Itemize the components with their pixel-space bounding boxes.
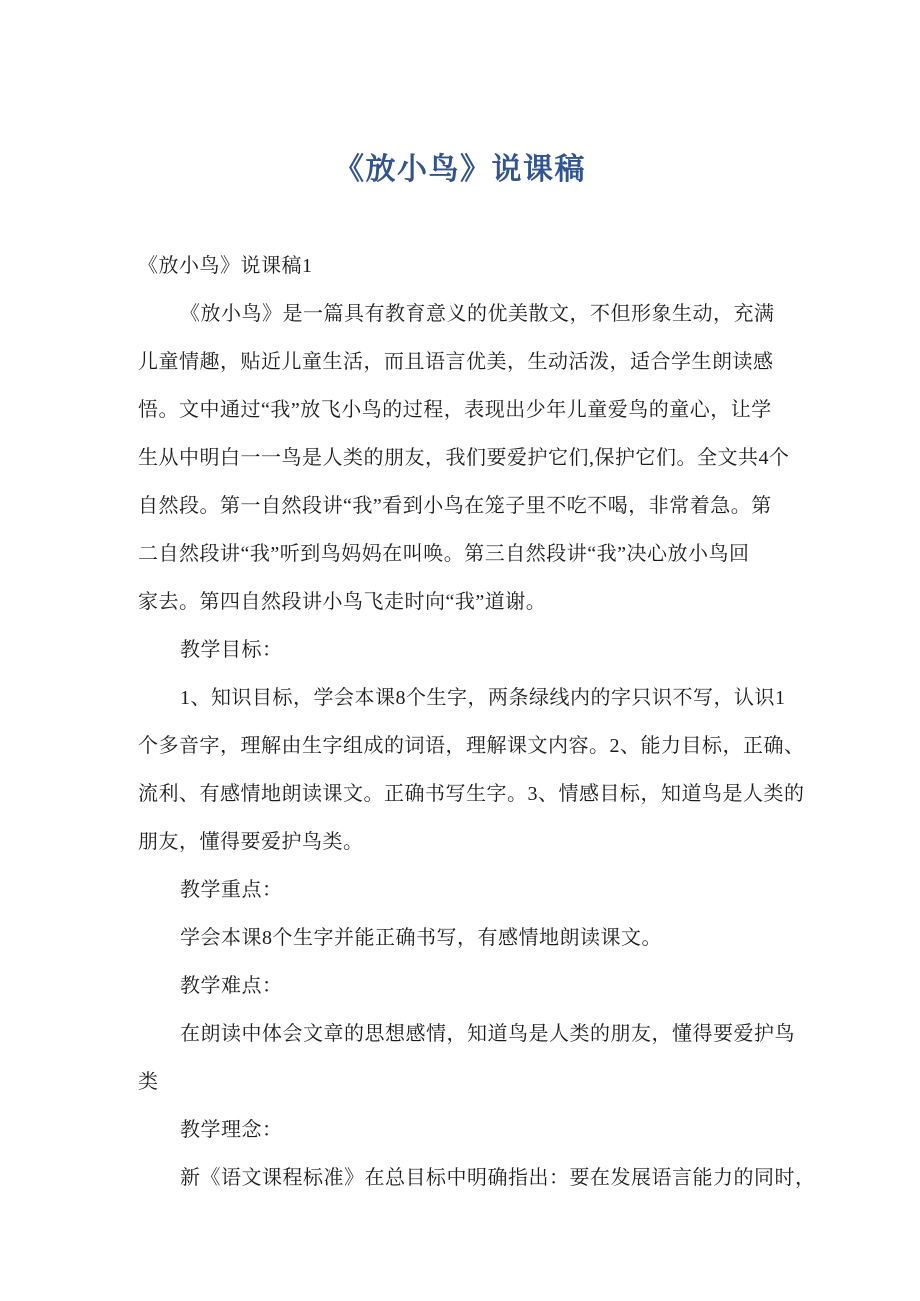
text-line: 个多音字，理解由生字组成的词语，理解课文内容。2、能力目标，正确、	[138, 735, 805, 757]
text-line: 《放小鸟》是一篇具有教育意义的优美散文，不但形象生动，充满	[180, 303, 775, 325]
text-line: 流利、有感情地朗读课文。正确书写生字。3、情感目标，知道鸟是人类的	[138, 783, 805, 805]
section-heading-teaching-difficulty: 教学难点：	[180, 975, 283, 997]
subtitle-line: 《放小鸟》说课稿1	[138, 255, 313, 277]
text-line: 新《语文课程标准》在总目标中明确指出：要在发展语言能力的同时，	[180, 1167, 816, 1189]
text-line: 学会本课8个生字并能正确书写，有感情地朗读课文。	[180, 927, 662, 949]
text-line: 朋友，懂得要爱护鸟类。	[138, 831, 364, 853]
text-line: 自然段。第一自然段讲“我”看到小鸟在笼子里不吃不喝，非常着急。第	[138, 495, 772, 517]
text-line: 悟。文中通过“我”放飞小鸟的过程，表现出少年儿童爱鸟的童心，让学	[138, 399, 772, 421]
section-heading-teaching-focus: 教学重点：	[180, 879, 283, 901]
text-line: 生从中明白一一鸟是人类的朋友，我们要爱护它们,保护它们。全文共4个	[138, 447, 790, 469]
section-heading-teaching-goals: 教学目标：	[180, 639, 283, 661]
text-line: 家去。第四自然段讲小鸟飞走时向“我”道谢。	[138, 591, 547, 613]
text-line: 儿童情趣，贴近儿童生活，而且语言优美，生动活泼，适合学生朗读感	[138, 351, 774, 373]
text-line: 在朗读中体会文章的思想感情，知道鸟是人类的朋友，懂得要爱护鸟	[180, 1023, 795, 1045]
text-line: 类	[138, 1071, 159, 1093]
document-body	[0, 242, 920, 1202]
text-line: 二自然段讲“我”听到鸟妈妈在叫唤。第三自然段讲“我”决心放小鸟回	[138, 543, 750, 565]
text-line: 1、知识目标，学会本课8个生字，两条绿线内的字只识不写，认识1	[180, 687, 786, 709]
document-title: 《放小鸟》说课稿	[334, 153, 586, 186]
section-heading-teaching-philosophy: 教学理念：	[180, 1119, 283, 1141]
